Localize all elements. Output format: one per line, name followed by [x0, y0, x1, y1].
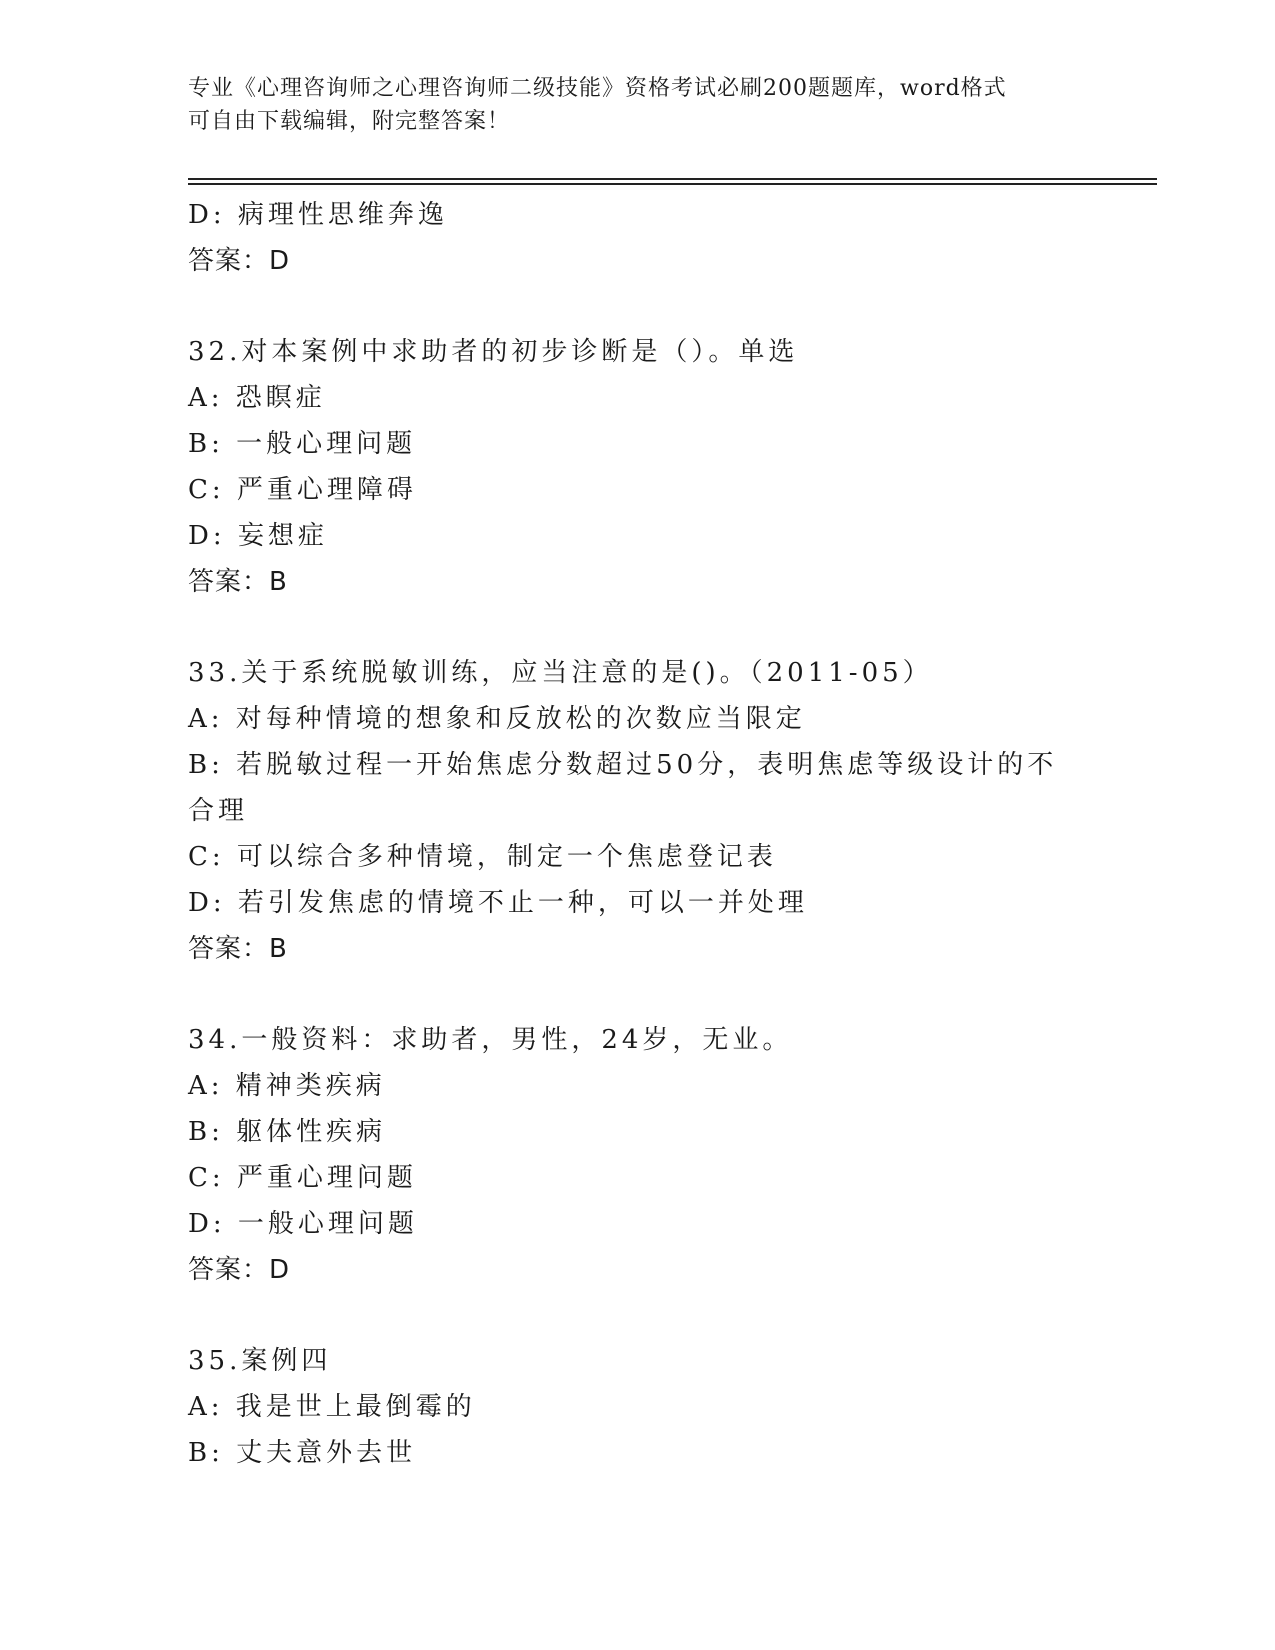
- option-d: D: 一般心理问题: [188, 1209, 418, 1239]
- option-a: A: 对每种情境的想象和反放松的次数应当限定: [188, 704, 806, 734]
- answer-line: 答案：D: [188, 246, 291, 276]
- answer-line: 答案：B: [188, 567, 288, 597]
- header-line-2: 可自由下载编辑，附完整答案！: [188, 109, 511, 134]
- option-b: B: 丈夫意外去世: [188, 1438, 417, 1468]
- question-stem: 33.关于系统脱敏训练，应当注意的是()。（2011-05）: [188, 658, 933, 688]
- document-header: [188, 72, 1068, 138]
- option-a: A: 我是世上最倒霉的: [188, 1392, 476, 1422]
- option-d: D: 病理性思维奔逸: [188, 200, 448, 230]
- option-c: C: 严重心理障碍: [188, 475, 417, 505]
- option-d: D: 妄想症: [188, 521, 328, 551]
- answer-line: 答案：D: [188, 1255, 291, 1285]
- option-c: C: 严重心理问题: [188, 1163, 417, 1193]
- answer-line: 答案：B: [188, 934, 288, 964]
- option-b: B: 一般心理问题: [188, 429, 417, 459]
- question-34: [188, 1017, 1088, 1293]
- question-stem: 35.案例四: [188, 1346, 332, 1376]
- question-33: [188, 650, 1088, 972]
- question-stem: 34.一般资料：求助者，男性，24岁，无业。: [188, 1025, 793, 1055]
- question-32: [188, 329, 1088, 605]
- question-list: [188, 192, 1088, 1476]
- header-divider-top: [188, 178, 1157, 180]
- option-c: C: 可以综合多种情境，制定一个焦虑登记表: [188, 842, 777, 872]
- header-divider-bottom: [188, 183, 1157, 185]
- option-a: A: 恐瞑症: [188, 383, 326, 413]
- option-b: B: 若脱敏过程一开始焦虑分数超过50分，表明焦虑等级设计的不合理: [188, 750, 1058, 826]
- option-b: B: 躯体性疾病: [188, 1117, 387, 1147]
- option-a: A: 精神类疾病: [188, 1071, 386, 1101]
- question-35: [188, 1338, 1088, 1476]
- header-line-1: 专业《心理咨询师之心理咨询师二级技能》资格考试必刷200题题库，word格式: [188, 76, 1007, 101]
- option-d: D: 若引发焦虑的情境不止一种，可以一并处理: [188, 888, 808, 918]
- question-stem: 32.对本案例中求助者的初步诊断是（）。单选: [188, 337, 799, 367]
- question-31-tail: [188, 192, 1088, 284]
